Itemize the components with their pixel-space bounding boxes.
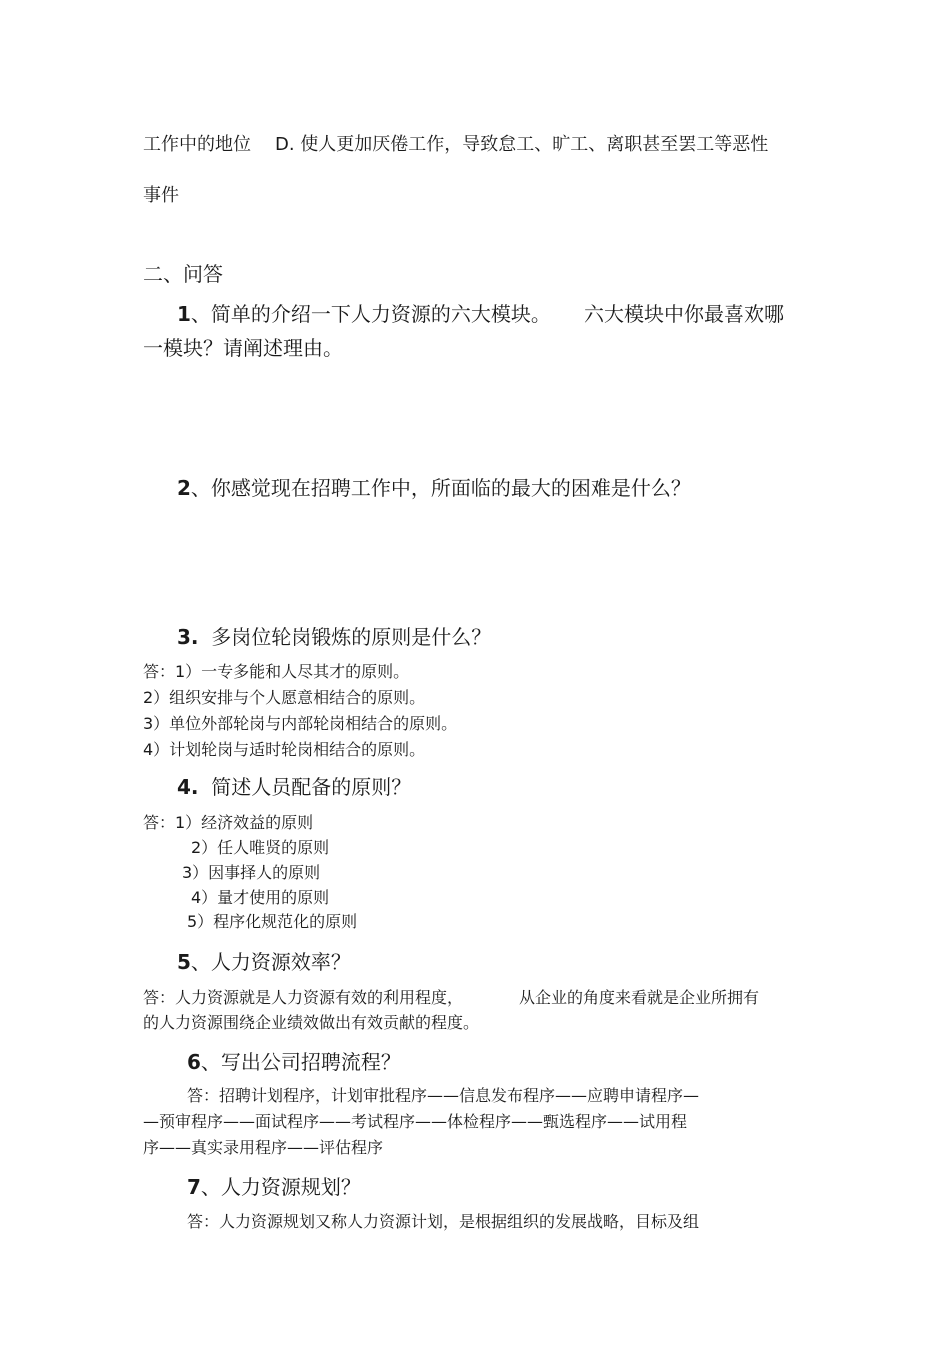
question-1 — [177, 298, 551, 327]
question-number: 7 — [187, 1175, 201, 1199]
answer-line: 序——真实录用程序——评估程序 — [143, 1138, 384, 1157]
answer-line: 2）任人唯贤的原则 — [191, 838, 330, 857]
question-text: 、写出公司招聘流程？ — [200, 1050, 401, 1074]
answer-line: 答：人力资源规划又称人力资源计划，是根据组织的发展战略，目标及组 — [187, 1212, 700, 1231]
answer-line: 答：人力资源就是人力资源有效的利用程度， — [143, 988, 464, 1007]
answer-line: 3）单位外部轮岗与内部轮岗相结合的原则。 — [143, 714, 458, 733]
question-text: 、你感觉现在招聘工作中，所面临的最大的困难是什么？ — [190, 476, 691, 500]
question-text: 一模块？请阐述理由。 — [143, 336, 343, 360]
question-text: 、人力资源效率？ — [190, 950, 351, 974]
question-3 — [177, 621, 491, 650]
answer-line: 3）因事择人的原则 — [182, 863, 321, 882]
answer-line: 的人力资源围绕企业绩效做出有效贡献的程度。 — [143, 1013, 480, 1032]
text-line: 工作中的地位 — [143, 134, 251, 155]
answer-line: 4）计划轮岗与适时轮岗相结合的原则。 — [143, 740, 426, 759]
answer-line: —预审程序——面试程序——考试程序——体检程序——甄选程序——试用程 — [143, 1112, 688, 1131]
question-5 — [177, 946, 351, 975]
question-4 — [177, 771, 411, 800]
question-number: 3. — [177, 625, 199, 649]
question-number: 6 — [187, 1050, 201, 1074]
text-line: D. 使人更加厌倦工作，导致怠工、旷工、离职甚至罢工等恶性 — [275, 134, 769, 155]
question-number: 4. — [177, 775, 199, 799]
question-text: 、简单的介绍一下人力资源的六大模块。 — [190, 302, 551, 326]
answer-line: 2）组织安排与个人愿意相结合的原则。 — [143, 688, 426, 707]
answer-line: 从企业的角度来看就是企业所拥有 — [519, 988, 760, 1007]
question-number: 5 — [177, 950, 191, 974]
answer-line: 4）量才使用的原则 — [191, 888, 330, 907]
question-2 — [177, 472, 691, 501]
question-number: 2 — [177, 476, 191, 500]
answer-line: 答：1）经济效益的原则 — [143, 813, 314, 832]
question-7 — [187, 1171, 361, 1200]
answer-line: 答：招聘计划程序，计划审批程序——信息发布程序——应聘申请程序— — [187, 1086, 700, 1105]
section-title: 二、问答 — [143, 262, 223, 286]
question-text: 、人力资源规划？ — [200, 1175, 361, 1199]
answer-line: 5）程序化规范化的原则 — [187, 912, 358, 931]
question-6 — [187, 1046, 401, 1075]
question-text: 多岗位轮岗锻炼的原则是什么？ — [211, 625, 492, 649]
question-text: 简述人员配备的原则？ — [211, 775, 412, 799]
question-number: 1 — [177, 302, 191, 326]
question-text: 六大模块中你最喜欢哪 — [584, 302, 784, 326]
answer-line: 答：1）一专多能和人尽其才的原则。 — [143, 662, 410, 681]
text-line: 事件 — [143, 185, 179, 206]
